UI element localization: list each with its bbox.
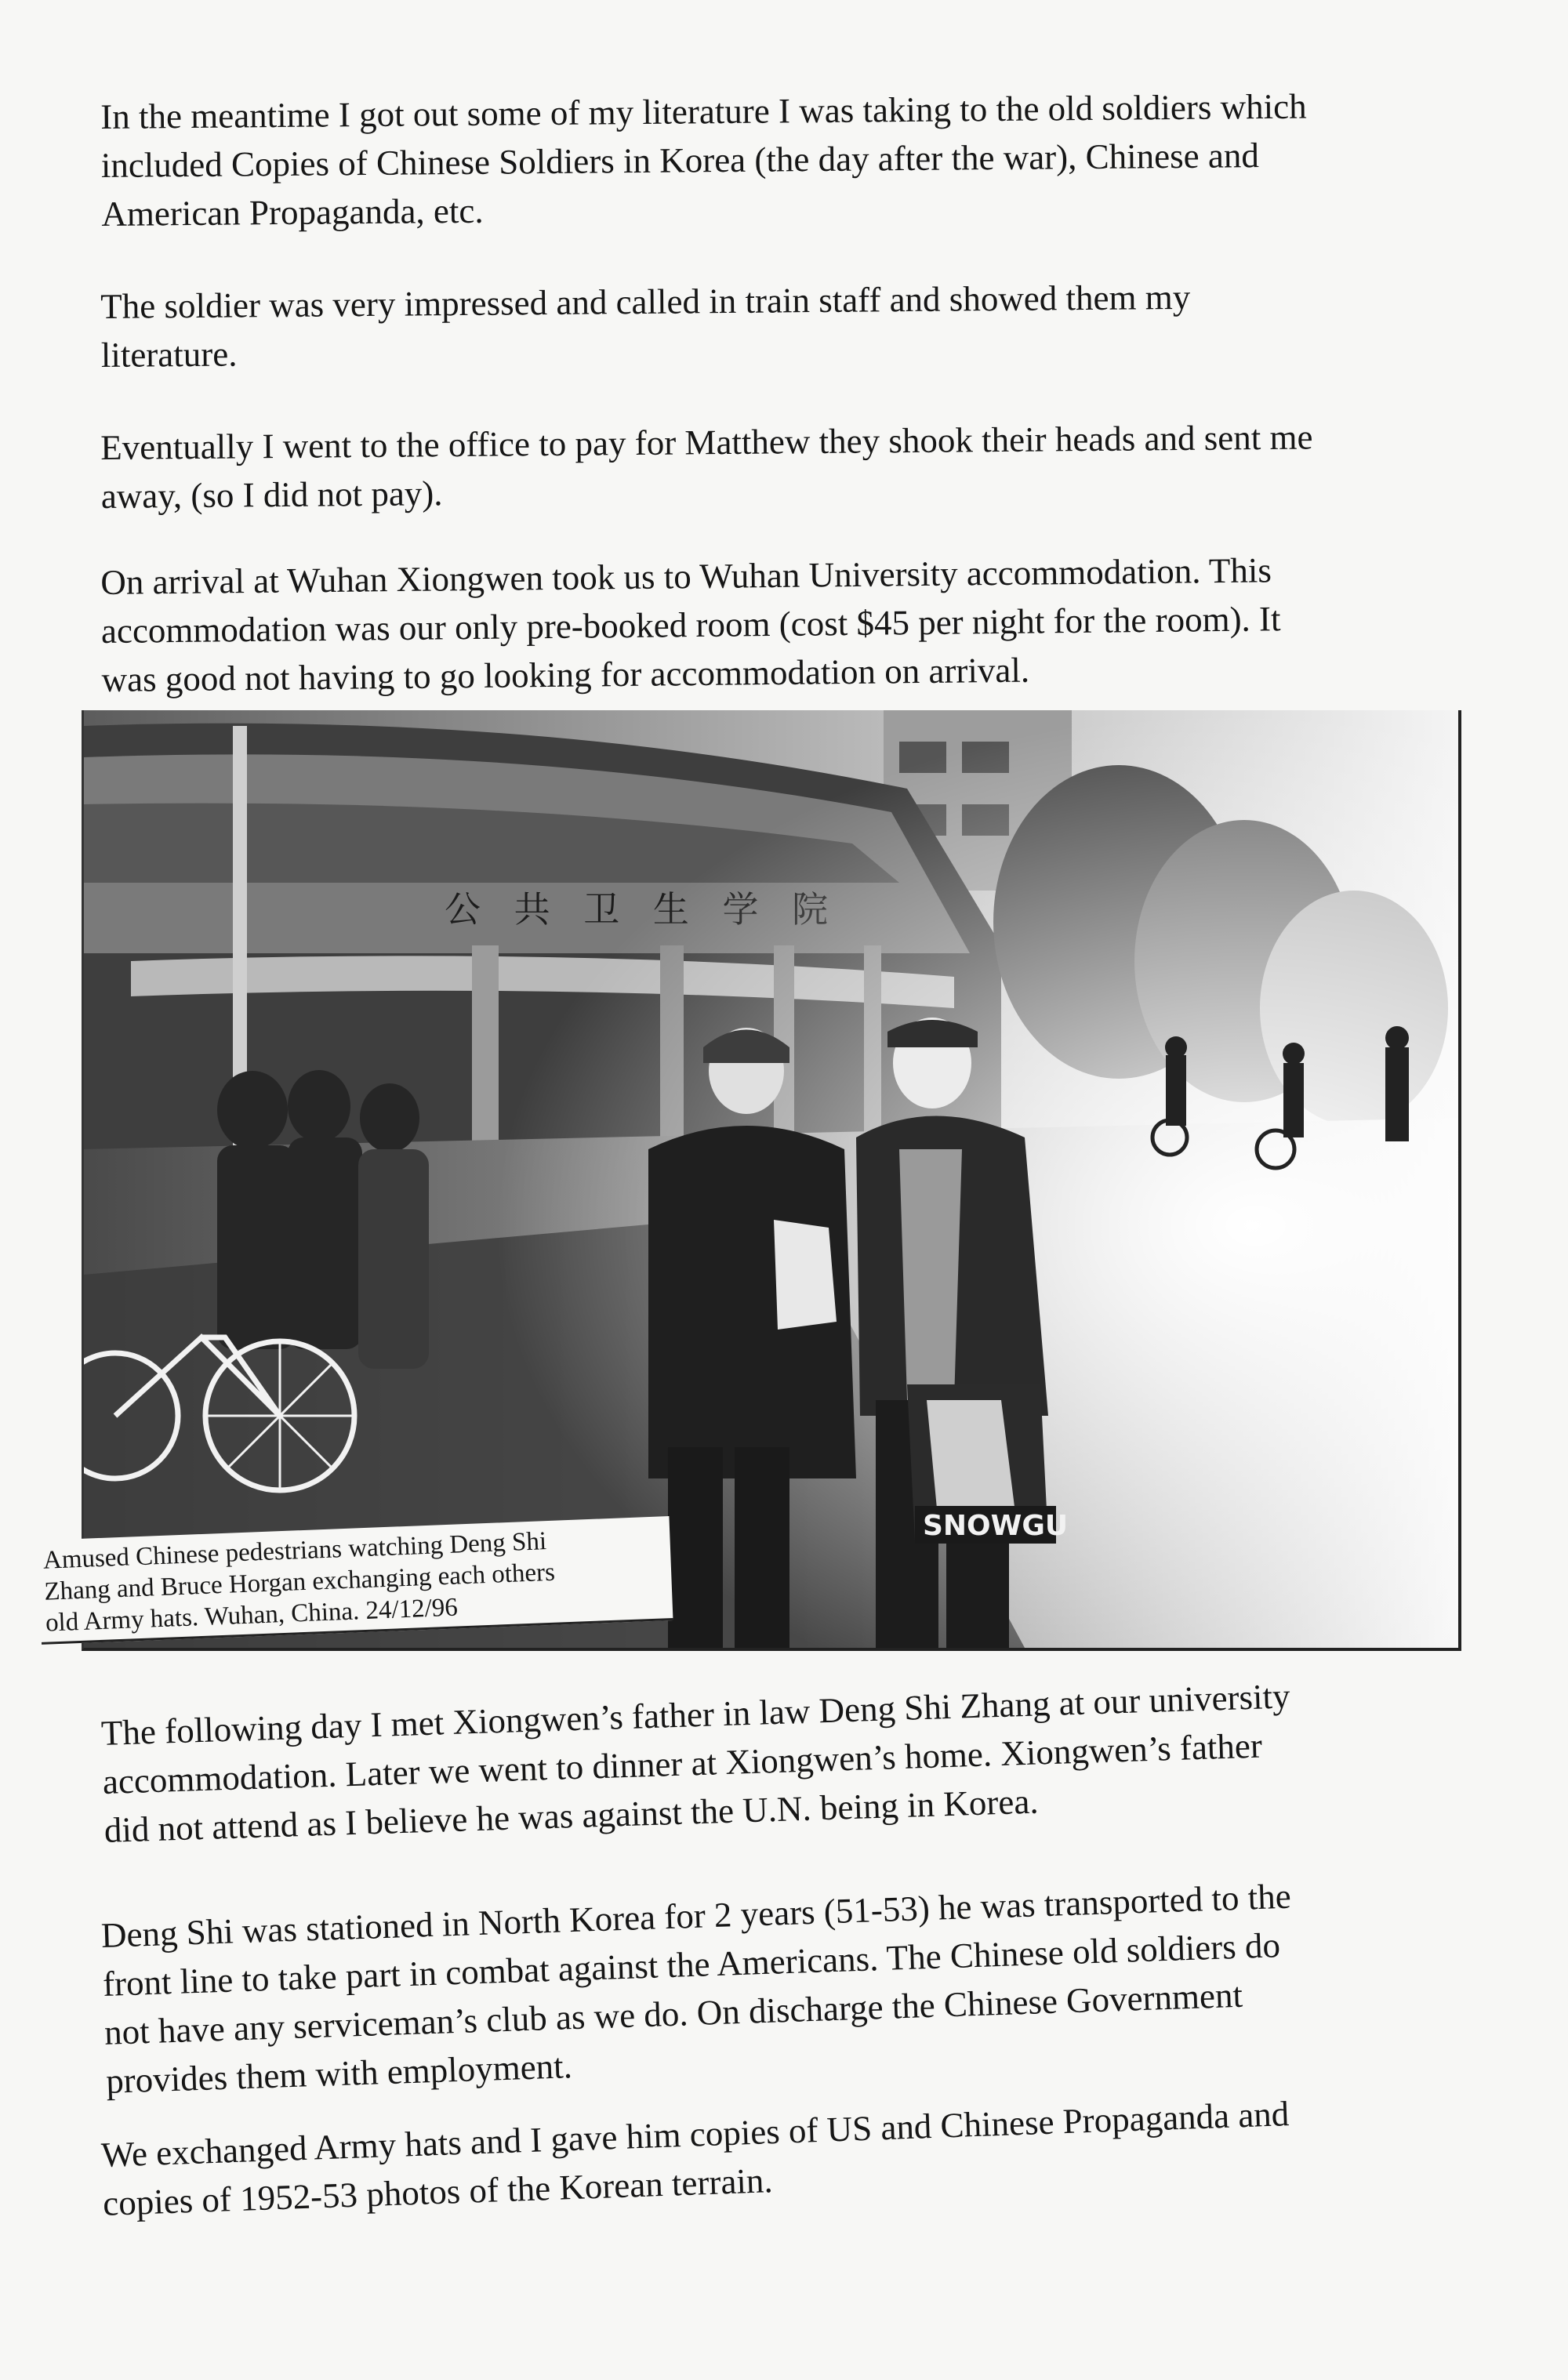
paragraph-literature: In the meantime I got out some of my literature I was taking to the old soldiers which included Copies of Chinese Soldiers in Korea (the day after the war), Chinese and American Propaganda, etc.: [100, 86, 1307, 234]
bag-text: SNOWGU: [923, 1510, 1069, 1542]
paragraph-soldier-impressed: The soldier was very impressed and called in train staff and showed them my literature.: [100, 277, 1191, 375]
paragraph-office-payment: Eventually I went to the office to pay for Matthew they shook their heads and sent me away, (so I did not pay).: [100, 417, 1313, 516]
paragraph-deng-shi-korea: Deng Shi was stationed in North Korea for 2 years (51-53) he was transported to the front line to take part in combat against the Americans. The Chinese old soldiers do not have any serviceman’s club as we do. On discharge the Chinese Government provides them with employment.: [100, 1876, 1292, 2101]
paragraph-arrival-wuhan: On arrival at Wuhan Xiongwen took us to Wuhan University accommodation. This accommodation was our only pre-booked room (cost $45 per night for the room). It was good not having to go looking for accommodation on arrival.: [100, 550, 1281, 699]
paragraph-exchanged-hats: We exchanged Army hats and I gave him copies of US and Chinese Propaganda and copies of 1952-53 photos of the Korean terrain.: [100, 2094, 1290, 2223]
photo-illustration: [84, 710, 1458, 1648]
photo-wuhan-university: [82, 710, 1461, 1651]
photo-caption: Amused Chinese pedestrians watching Deng Shi Zhang and Bruce Horgan exchanging each others old Army hats. Wuhan, China. 24/12/96: [38, 1516, 673, 1645]
paragraph-father-in-law: The following day I met Xiongwen’s father in law Deng Shi Zhang at our university accommodation. Later we went to dinner at Xiongwen’s home. Xiongwen’s father did not attend as I believe he was against the U.N. being in Korea.: [100, 1676, 1291, 1850]
